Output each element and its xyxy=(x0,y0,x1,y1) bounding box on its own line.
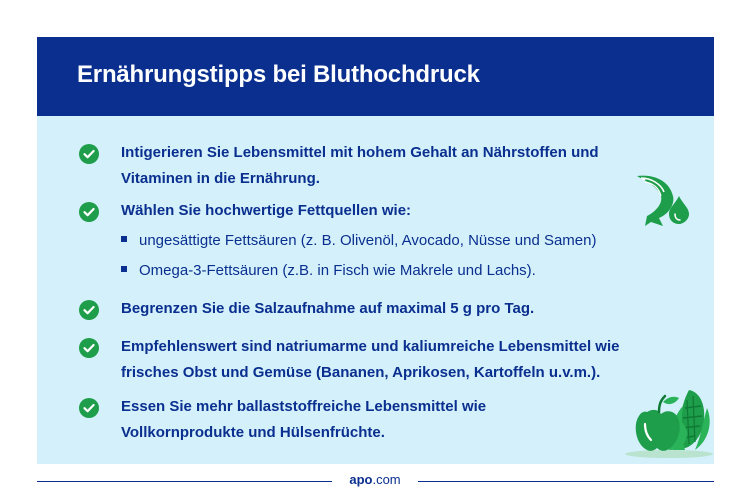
footer-divider-left xyxy=(37,481,332,482)
square-bullet-icon xyxy=(121,236,127,242)
sub-item-text: ungesättigte Fettsäuren (z. B. Olivenöl, Avocado, Nüsse und Samen) xyxy=(139,232,597,249)
sub-list-item xyxy=(121,258,536,284)
sub-list-item xyxy=(121,228,596,254)
page-title: Ernährungstipps bei Bluthochdruck xyxy=(77,61,480,88)
check-circle-icon xyxy=(79,300,99,320)
brand-prefix: apo xyxy=(349,472,373,487)
header-banner xyxy=(37,37,714,116)
brand-logo xyxy=(342,472,408,487)
brand-suffix: .com xyxy=(372,472,401,487)
check-circle-icon xyxy=(79,338,99,358)
tip-text: Empfehlenswert sind natriumarme und kaliumreiche Lebensmittel wie frisches Obst und Gemüse (Bananen, Aprikosen, Kartoffeln u.v.m.). xyxy=(121,338,620,381)
fish-with-drop-icon xyxy=(633,172,693,228)
tip-text: Essen Sie mehr ballaststoffreiche Lebensmittel wie Vollkornprodukte und Hülsenfrüchte. xyxy=(121,398,487,441)
check-circle-icon xyxy=(79,202,99,222)
apple-and-corn-icon xyxy=(617,378,713,460)
check-circle-icon xyxy=(79,398,99,418)
footer-divider-right xyxy=(418,481,714,482)
tip-text: Begrenzen Sie die Salzaufnahme auf maximal 5 g pro Tag. xyxy=(121,300,535,317)
square-bullet-icon xyxy=(121,266,127,272)
sub-item-text: Omega-3-Fettsäuren (z.B. in Fisch wie Makrele und Lachs). xyxy=(139,262,536,279)
tip-text: Wählen Sie hochwertige Fettquellen wie: xyxy=(121,202,412,219)
check-circle-icon xyxy=(79,144,99,164)
tips-panel xyxy=(37,116,714,464)
tip-text: Intigerieren Sie Lebensmittel mit hohem Gehalt an Nährstoffen und Vitaminen in die Ernährung. xyxy=(121,144,599,187)
